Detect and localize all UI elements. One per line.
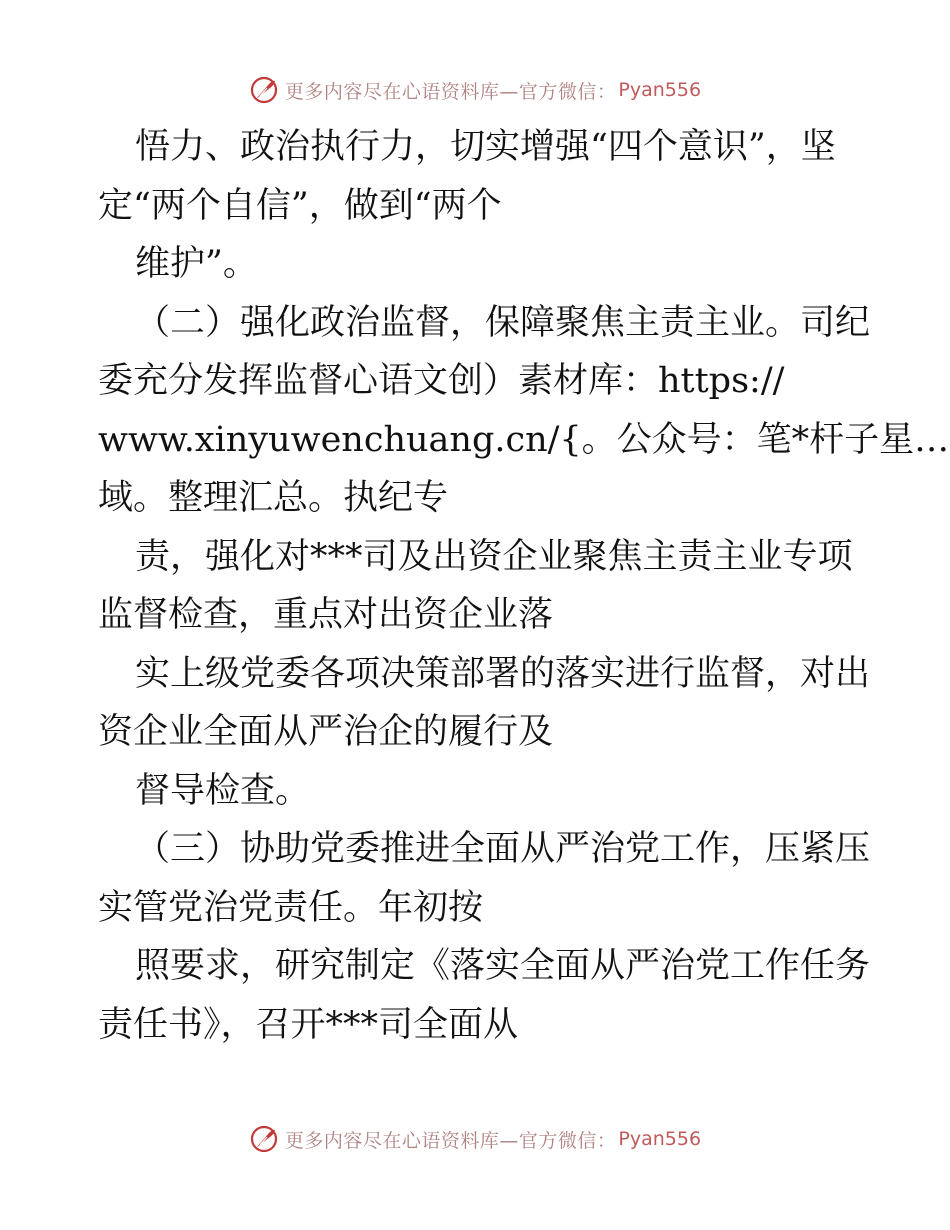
header-watermark bbox=[0, 70, 950, 110]
text-line: 域。整理汇总。执纪专 bbox=[98, 478, 449, 518]
text-line: 照要求，研究制定《落实全面从严治党工作任务 bbox=[135, 946, 871, 986]
text-line: 委充分发挥监督心语文创）素材库：https:// bbox=[98, 361, 785, 401]
text-line: 实管党治党责任。年初按 bbox=[98, 887, 484, 928]
document-body bbox=[98, 118, 950, 1054]
quill-pen-circle-icon bbox=[249, 1124, 279, 1154]
text-line: 实上级党委各项决策部署的落实进行监督，对出 bbox=[135, 653, 871, 694]
text-line: 定“两个自信”，做到“两个 bbox=[98, 185, 502, 226]
text-line: 监督检查，重点对出资企业落 bbox=[98, 595, 554, 635]
watermark-text: 更多内容尽在心语资料库—官方微信： bbox=[284, 1129, 617, 1152]
text-line: 资企业全面从严治企的履行及 bbox=[98, 712, 554, 752]
text-line: 悟力、政治执行力，切实增强“四个意识”，坚 bbox=[135, 127, 836, 167]
watermark-text: 更多内容尽在心语资料库—官方微信： bbox=[284, 80, 617, 103]
text-line: 责任书》，召开***司全面从 bbox=[98, 1004, 519, 1045]
watermark-wechat-id: Pyan556 bbox=[618, 79, 702, 101]
text-line: 维护”。 bbox=[135, 244, 258, 284]
text-line: 责，强化对***司及出资企业聚焦主责主业专项 bbox=[135, 536, 853, 577]
footer-watermark bbox=[0, 1119, 950, 1159]
text-line: （三）协助党委推进全面从严治党工作，压紧压 bbox=[135, 829, 871, 869]
text-line: （二）强化政治监督，保障聚焦主责主业。司纪 bbox=[135, 302, 871, 343]
quill-pen-circle-icon bbox=[249, 75, 279, 105]
watermark-wechat-id: Pyan556 bbox=[618, 1128, 702, 1150]
text-line: www.xinyuwenchuang.cn/{。公众号：笔*杆子星… bbox=[98, 419, 950, 460]
text-line: 督导检查。 bbox=[135, 770, 311, 811]
